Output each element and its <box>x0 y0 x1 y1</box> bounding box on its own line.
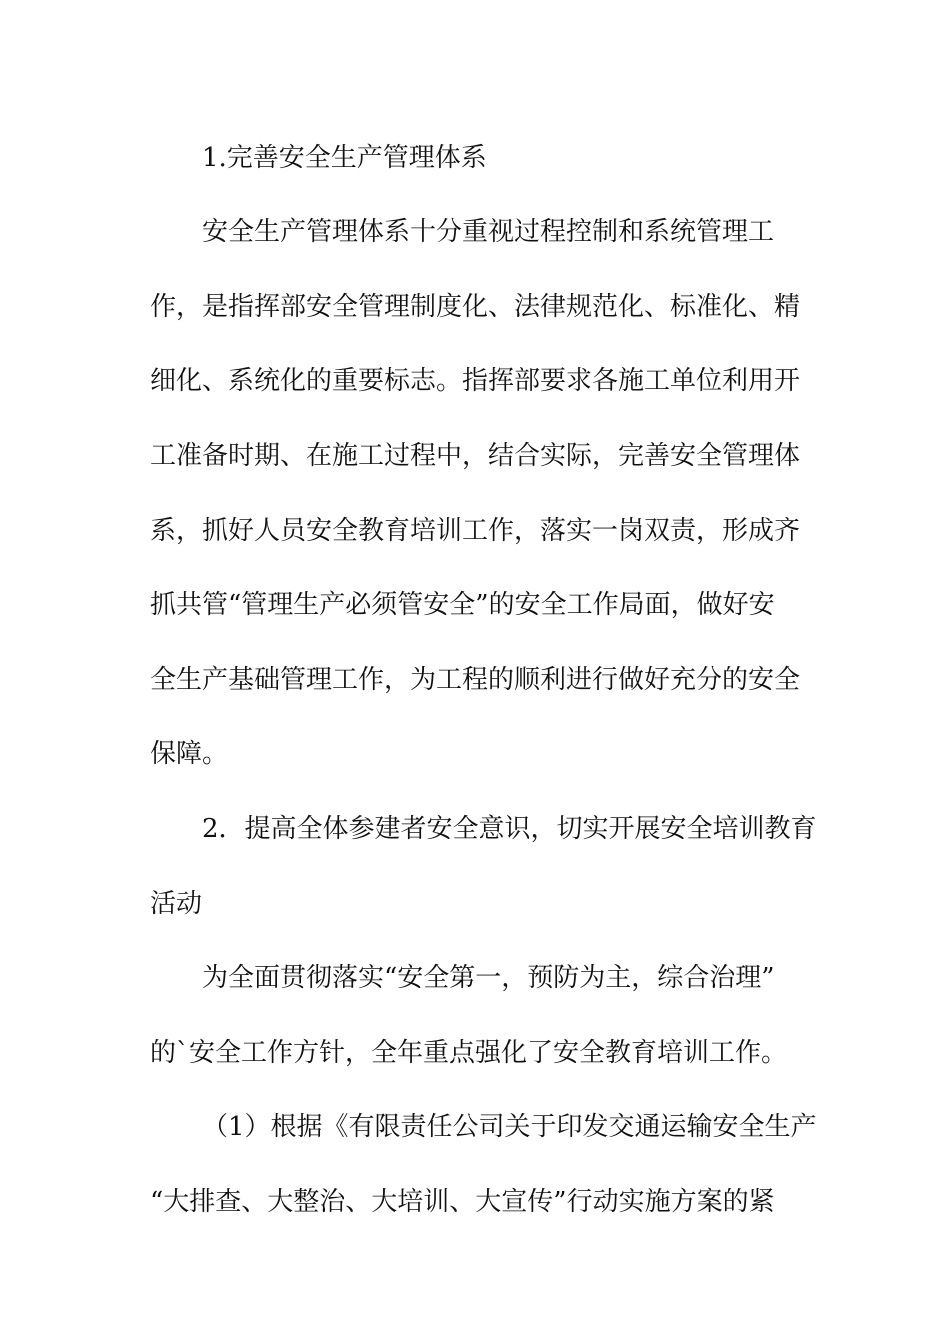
paragraph-line: 工准备时期、在施工过程中，结合实际，完善安全管理体 <box>150 441 801 471</box>
paragraph-line: 细化、系统化的重要标志。指挥部要求各施工单位利用开 <box>150 366 801 396</box>
section-heading-2-continued: 活动 <box>150 889 203 919</box>
paragraph-line: 保障。 <box>150 739 229 769</box>
paragraph-line: 为全面贯彻落实“安全第一，预防为主，综合治理” <box>202 963 775 993</box>
paragraph-line: “大排查、大整治、大培训、大宣传”行动实施方案的紧 <box>150 1187 775 1217</box>
paragraph-line: 系，抓好人员安全教育培训工作，落实一岗双责，形成齐 <box>150 516 801 546</box>
paragraph-line: 作，是指挥部安全管理制度化、法律规范化、标准化、精 <box>150 292 801 322</box>
paragraph-line: 安全生产管理体系十分重视过程控制和系统管理工 <box>202 217 775 247</box>
paragraph-line: 抓共管“管理生产必须管安全”的安全工作局面，做好安 <box>150 590 775 620</box>
section-heading-1: 1.完善安全生产管理体系 <box>202 143 487 173</box>
section-heading-2: 2．提高全体参建者安全意识，切实开展安全培训教育 <box>202 814 817 844</box>
paragraph-line: 全生产基础管理工作，为工程的顺利进行做好充分的安全 <box>150 665 801 695</box>
paragraph-line: 的`安全工作方针，全年重点强化了安全教育培训工作。 <box>150 1038 788 1068</box>
list-item-1: （1）根据《有限责任公司关于印发交通运输安全生产 <box>202 1112 817 1142</box>
